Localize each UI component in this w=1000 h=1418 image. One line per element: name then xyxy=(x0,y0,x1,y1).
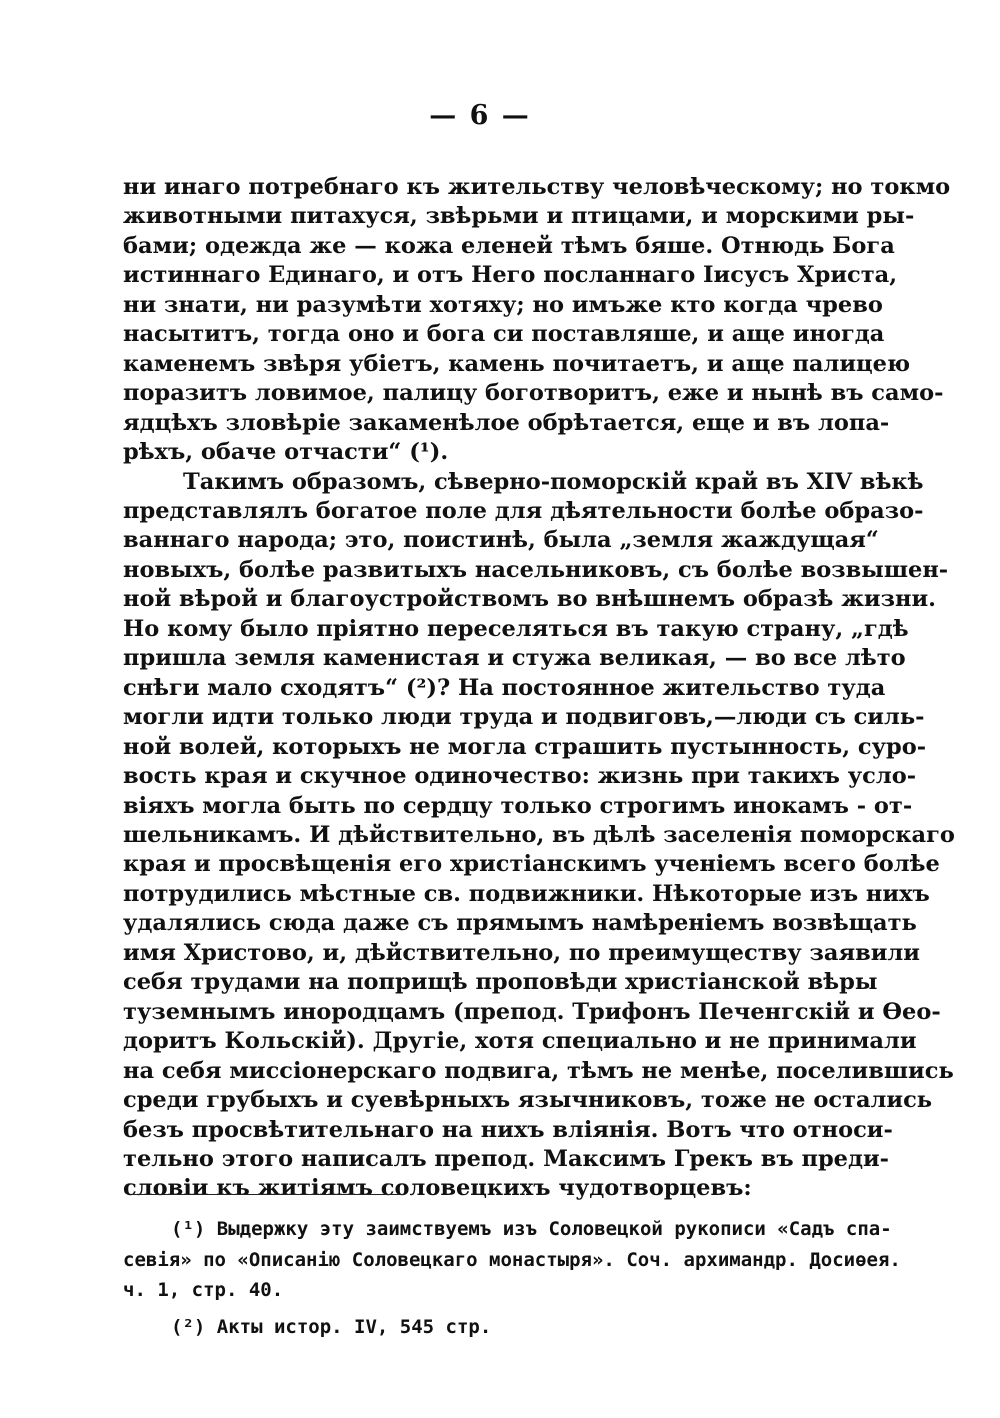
text-line: пришла земля каменистая и стужа великая, — во все лѣто xyxy=(123,645,906,672)
footnote-1-line: ч. 1, стр. 40. xyxy=(123,1279,284,1301)
footnote-divider xyxy=(133,1194,405,1195)
footnote-1-line: севія» по «Описанію Соловецкаго монастыря». Соч. архимандр. Досиѳея. xyxy=(123,1248,901,1271)
text-line: доритъ Кольскій). Другіе, хотя специально и не принимали xyxy=(123,1028,917,1055)
main-text xyxy=(123,173,955,1204)
text-line: вость края и скучное одиночество: жизнь при такихъ усло- xyxy=(123,763,917,790)
text-line: ядцѣхъ зловѣріе закаменѣлое обрѣтается, еще и въ лопа- xyxy=(123,409,890,436)
paragraph-start-line: Такимъ образомъ, сѣверно-поморскій край въ XIV вѣкѣ xyxy=(183,468,924,495)
text-line: ни знати, ни разумѣти хотяху; но имъже кто когда чрево xyxy=(123,291,883,318)
footnote-2: (²) Акты истор. IV, 545 стр. xyxy=(171,1315,492,1338)
text-line: потрудились мѣстные св. подвижники. Нѣкоторые изъ нихъ xyxy=(123,880,930,907)
text-line: віяхъ могла быть по сердцу только строгимъ инокамъ - от- xyxy=(123,792,913,819)
text-line: представлялъ богатое поле для дѣятельности болѣе образо- xyxy=(123,497,924,524)
text-line: каменемъ звѣря убіетъ, камень почитаетъ, и аще палицею xyxy=(123,350,911,377)
text-line: ной вѣрой и благоустройствомъ во внѣшнемъ образѣ жизни. xyxy=(123,586,936,613)
text-line: могли идти только люди труда и подвиговъ,—люди съ силь- xyxy=(123,704,925,731)
text-line: насытитъ, тогда оно и бога си поставляше, и аще иногда xyxy=(123,321,885,348)
text-line: новыхъ, болѣе развитыхъ насельниковъ, съ болѣе возвышен- xyxy=(123,556,949,583)
text-line: поразитъ ловимое, палицу боготворитъ, еже и нынѣ въ само- xyxy=(123,380,944,407)
text-line: ной волей, которыхъ не могла страшить пустынность, суро- xyxy=(123,733,927,760)
text-line: животными питахуся, звѣрьми и птицами, и морскими ры- xyxy=(123,203,915,230)
text-line: среди грубыхъ и суевѣрныхъ язычниковъ, тоже не остались xyxy=(123,1087,933,1114)
text-line: на себя миссіонерскаго подвига, тѣмъ не менѣе, поселившись xyxy=(123,1057,954,1084)
page-number: — 6 — xyxy=(429,100,531,131)
text-line: себя трудами на поприщѣ проповѣди христіанской вѣры xyxy=(123,969,878,996)
text-line: рѣхъ, обаче отчасти“ (¹). xyxy=(123,439,449,466)
text-line: имя Христово, и, дѣйствительно, по преимуществу заявили xyxy=(123,939,920,966)
text-line: Но кому было пріятно переселяться въ такую страну, „гдѣ xyxy=(123,615,909,642)
text-line: ваннаго народа; это, поистинѣ, была „земля жаждущая“ xyxy=(123,527,879,554)
text-line: безъ просвѣтительнаго на нихъ вліянія. Вотъ что относи- xyxy=(123,1116,893,1143)
text-line: бами; одежда же — кожа еленей тѣмъ бяше. Отнюдь Бога xyxy=(123,232,895,259)
text-line: удалялись сюда даже съ прямымъ намѣреніемъ возвѣщать xyxy=(123,910,917,937)
text-line: ни инаго потребнаго къ жительству человѣческому; но токмо xyxy=(123,174,951,200)
text-line: тельно этого написалъ препод. Максимъ Грекъ въ преди- xyxy=(123,1145,890,1172)
text-line: истиннаго Единаго, и отъ Него посланнаго Іисусъ Христа, xyxy=(123,262,898,289)
footnotes xyxy=(123,1214,901,1342)
text-line: туземнымъ инородцамъ (препод. Трифонъ Печенгскій и Ѳео- xyxy=(123,998,941,1025)
text-line: шельникамъ. И дѣйствительно, въ дѣлѣ заселенія поморскаго xyxy=(123,821,955,848)
footnote-1-line: (¹) Выдержку эту заимствуемъ изъ Соловецкой рукописи «Садъ спа- xyxy=(171,1218,892,1240)
text-line: края и просвѣщенія его христіанскимъ ученіемъ всего болѣе xyxy=(123,851,940,878)
text-line: снѣги мало сходятъ“ (²)? На постоянное жительство туда xyxy=(123,674,886,701)
text-line: словіи къ житіямъ соловецкихъ чудотворцевъ: xyxy=(123,1175,752,1202)
